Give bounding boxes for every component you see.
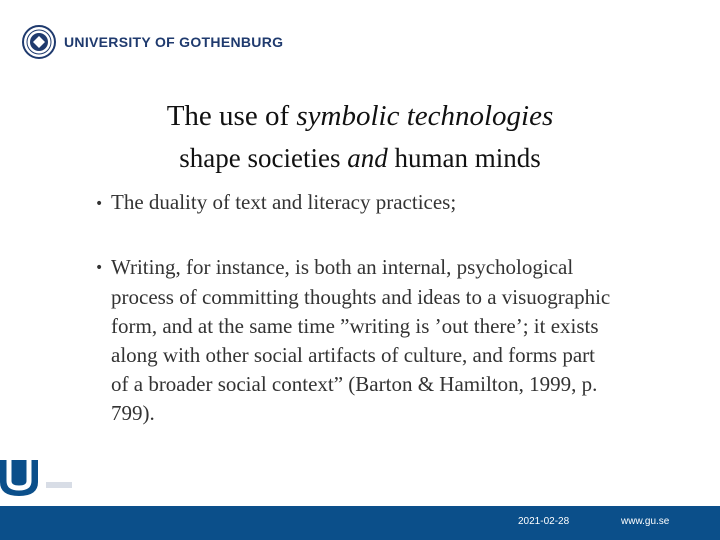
bullet-list	[95, 188, 615, 428]
gu-logo-mark-icon	[0, 458, 80, 498]
footer-date: 2021-02-28	[518, 516, 570, 527]
bullet-item	[95, 188, 615, 219]
bullet-text: The duality of text and literacy practices;	[111, 190, 457, 214]
bullet-item	[95, 253, 615, 429]
title-line2-italic: and	[347, 143, 388, 173]
title-line1-italic: symbolic technologies	[296, 100, 554, 132]
title-line2-part-b: human minds	[387, 143, 541, 173]
slide-title-line-1	[0, 100, 720, 133]
bullet-text: Writing, for instance, is both an internal, psychological process of committing thoughts and ideas to a visuographic form, and at the same time ”writing is ’out there’; it exists along with other social artifacts of culture, and forms part of a broader social context” (Barton & Hamilton, 1999, p. 799).	[111, 254, 611, 426]
footer-bar	[0, 506, 720, 540]
footer-url-link[interactable]: www.gu.se	[621, 516, 670, 527]
university-header	[22, 22, 283, 62]
title-line1-normal: The use of	[166, 100, 297, 132]
title-line2-part-a: shape societies	[179, 143, 348, 173]
slide-title-line-2	[0, 143, 720, 174]
bullet-dot-icon: •	[95, 195, 104, 212]
university-name: UNIVERSITY OF GOTHENBURG	[64, 34, 284, 50]
bullet-dot-icon: •	[95, 260, 104, 277]
university-seal-logo	[22, 25, 56, 59]
